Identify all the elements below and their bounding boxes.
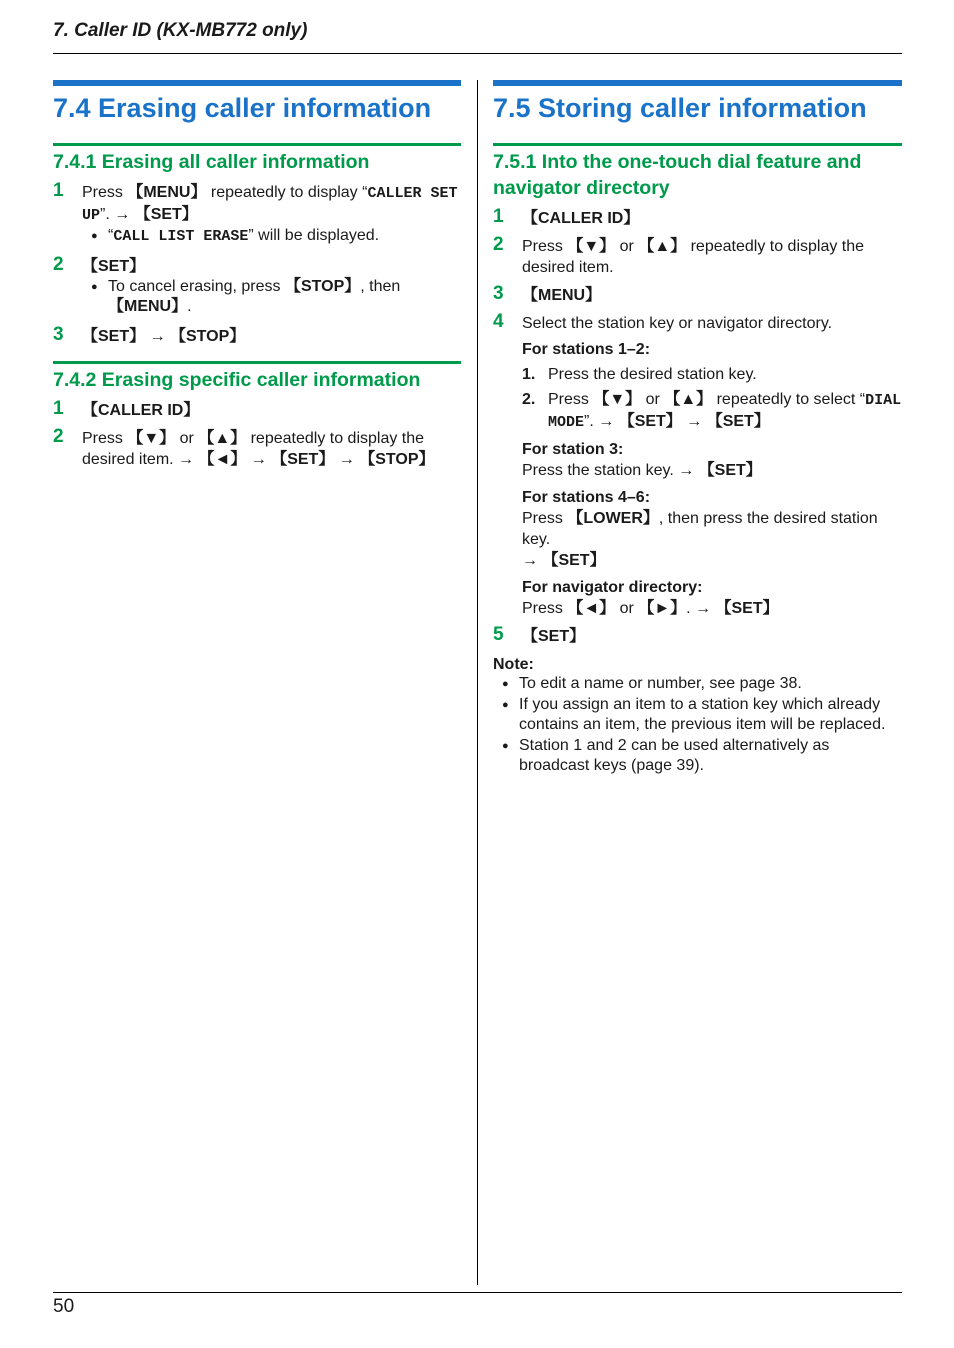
note-title: Note: [493,656,534,673]
list-text: Press [548,391,594,408]
step-number: 1 [493,206,504,227]
section-title-7-5: 7.5 Storing caller information [493,93,867,123]
set-key: 【SET】 [134,206,198,223]
left-column [53,80,461,470]
step-number: 1 [53,180,64,201]
list-text: Press the desired station key. [548,366,757,383]
caller-id-key: 【CALLER ID】 [82,402,200,419]
step-text: or [175,430,199,447]
chapter-header: 7. Caller ID (KX-MB772 only) [53,20,308,41]
key-sequence: → 【SET】 [522,552,606,569]
step-number: 5 [493,624,504,645]
set-key: 【SET】 [715,600,779,617]
step-1 [53,182,461,247]
stations-4-6-heading: For stations 4–6: [522,489,651,506]
bullet-text: , then [360,278,401,295]
step-1 [53,400,461,421]
station-3-text [522,460,902,481]
display-text: DIAL MODE [548,392,902,431]
down-key: 【▼】 [567,238,616,255]
step-text: , then press the desired station key. [522,510,878,548]
list-number: 1. [522,366,536,383]
list-text: or [641,391,665,408]
step-number: 2 [493,234,504,255]
menu-key: 【MENU】 [127,184,207,201]
step-text: ”. → [100,206,135,223]
up-key: 【▲】 [198,430,247,447]
step-number: 3 [493,283,504,304]
bullet-text: . [187,298,192,315]
list-number: 2. [522,391,536,408]
subsection-title-7-4-1: 7.4.1 Erasing all caller information [53,151,370,173]
step-text: Press [82,430,128,447]
navigator-heading: For navigator directory: [522,579,703,596]
note-item: ● Station 1 and 2 can be used alternatively as broadcast keys (page 39). [493,736,902,777]
section-title-7-4: 7.4 Erasing caller information [53,93,432,123]
step-text: Press [522,238,568,255]
display-text: CALL LIST ERASE [113,228,249,245]
left-key: 【◄】 [567,600,616,617]
right-key: 【►】 [638,600,687,617]
step-text: or [615,600,639,617]
step-text: repeatedly to display the desired item. → [82,430,425,468]
step-text: or [615,238,639,255]
list-item [522,364,902,385]
step-number: 1 [53,398,64,419]
station-3-heading: For station 3: [522,441,624,458]
step-1 [493,208,902,229]
navigator-text [522,598,902,619]
note-item: ● To edit a name or number, see page 38. [493,674,902,695]
step-number: 3 [53,324,64,345]
bullet-item [82,277,461,317]
step-number: 4 [493,311,504,332]
set-key: 【SET】 [522,628,586,645]
note-item: ● If you assign an item to a station key which already contains an item, the previous item will be replaced. [493,695,902,736]
step-text: Select the station key or navigator directory. [522,315,833,332]
step-text: Press the station key. → [522,462,699,479]
display-text: CALLER SET UP [82,185,458,224]
key-sequence: 【◄】 → 【SET】 → 【STOP】 [198,451,435,468]
set-key: 【SET】 [82,258,146,275]
step-2 [53,428,461,470]
step-number: 2 [53,254,64,275]
key-sequence: 【SET】 → 【STOP】 [82,328,246,345]
footer-rule [53,1292,902,1293]
right-column [493,80,902,777]
caller-id-key: 【CALLER ID】 [522,210,640,227]
down-key: 【▼】 [127,430,176,447]
header-rule [53,53,902,54]
bullet-text: To cancel erasing, press [108,278,285,295]
subsection-title-7-5-1: 7.5.1 Into the one-touch dial feature and navigator directory [493,151,862,199]
step-text: repeatedly to display the desired item. [522,238,865,276]
up-key: 【▲】 [664,391,713,408]
step-5 [493,626,902,647]
step-text: Press [522,510,568,527]
subsection-title-7-4-2: 7.4.2 Erasing specific caller information [53,369,421,391]
list-text: repeatedly to select “ [712,391,866,408]
stations-1-2-heading: For stations 1–2: [522,341,651,358]
column-divider [477,80,478,1285]
stations-4-6-text [522,508,902,550]
step-text: Press [522,600,568,617]
step-3 [53,326,461,347]
step-text: . → [686,600,716,617]
set-key: 【SET】 [698,462,762,479]
step-text: Press [82,184,128,201]
step-2 [493,236,902,278]
lower-key: 【LOWER】 [567,510,659,527]
down-key: 【▼】 [593,391,642,408]
step-number: 2 [53,426,64,447]
up-key: 【▲】 [638,238,687,255]
bullet-quote: “ [108,227,114,244]
key-sequence: 【SET】 → 【SET】 [618,413,770,430]
step-4 [493,313,902,619]
bullet-text: ” will be displayed. [248,227,380,244]
step-2 [53,256,461,317]
menu-key: 【MENU】 [522,287,602,304]
list-item [522,389,902,433]
list-text: ”. → [584,413,619,430]
stop-key: 【STOP】 [284,278,361,295]
step-text: repeatedly to display “ [206,184,368,201]
bullet-item [82,226,461,247]
step-3 [493,285,902,306]
page-number: 50 [53,1296,75,1317]
menu-key: 【MENU】 [108,298,188,315]
